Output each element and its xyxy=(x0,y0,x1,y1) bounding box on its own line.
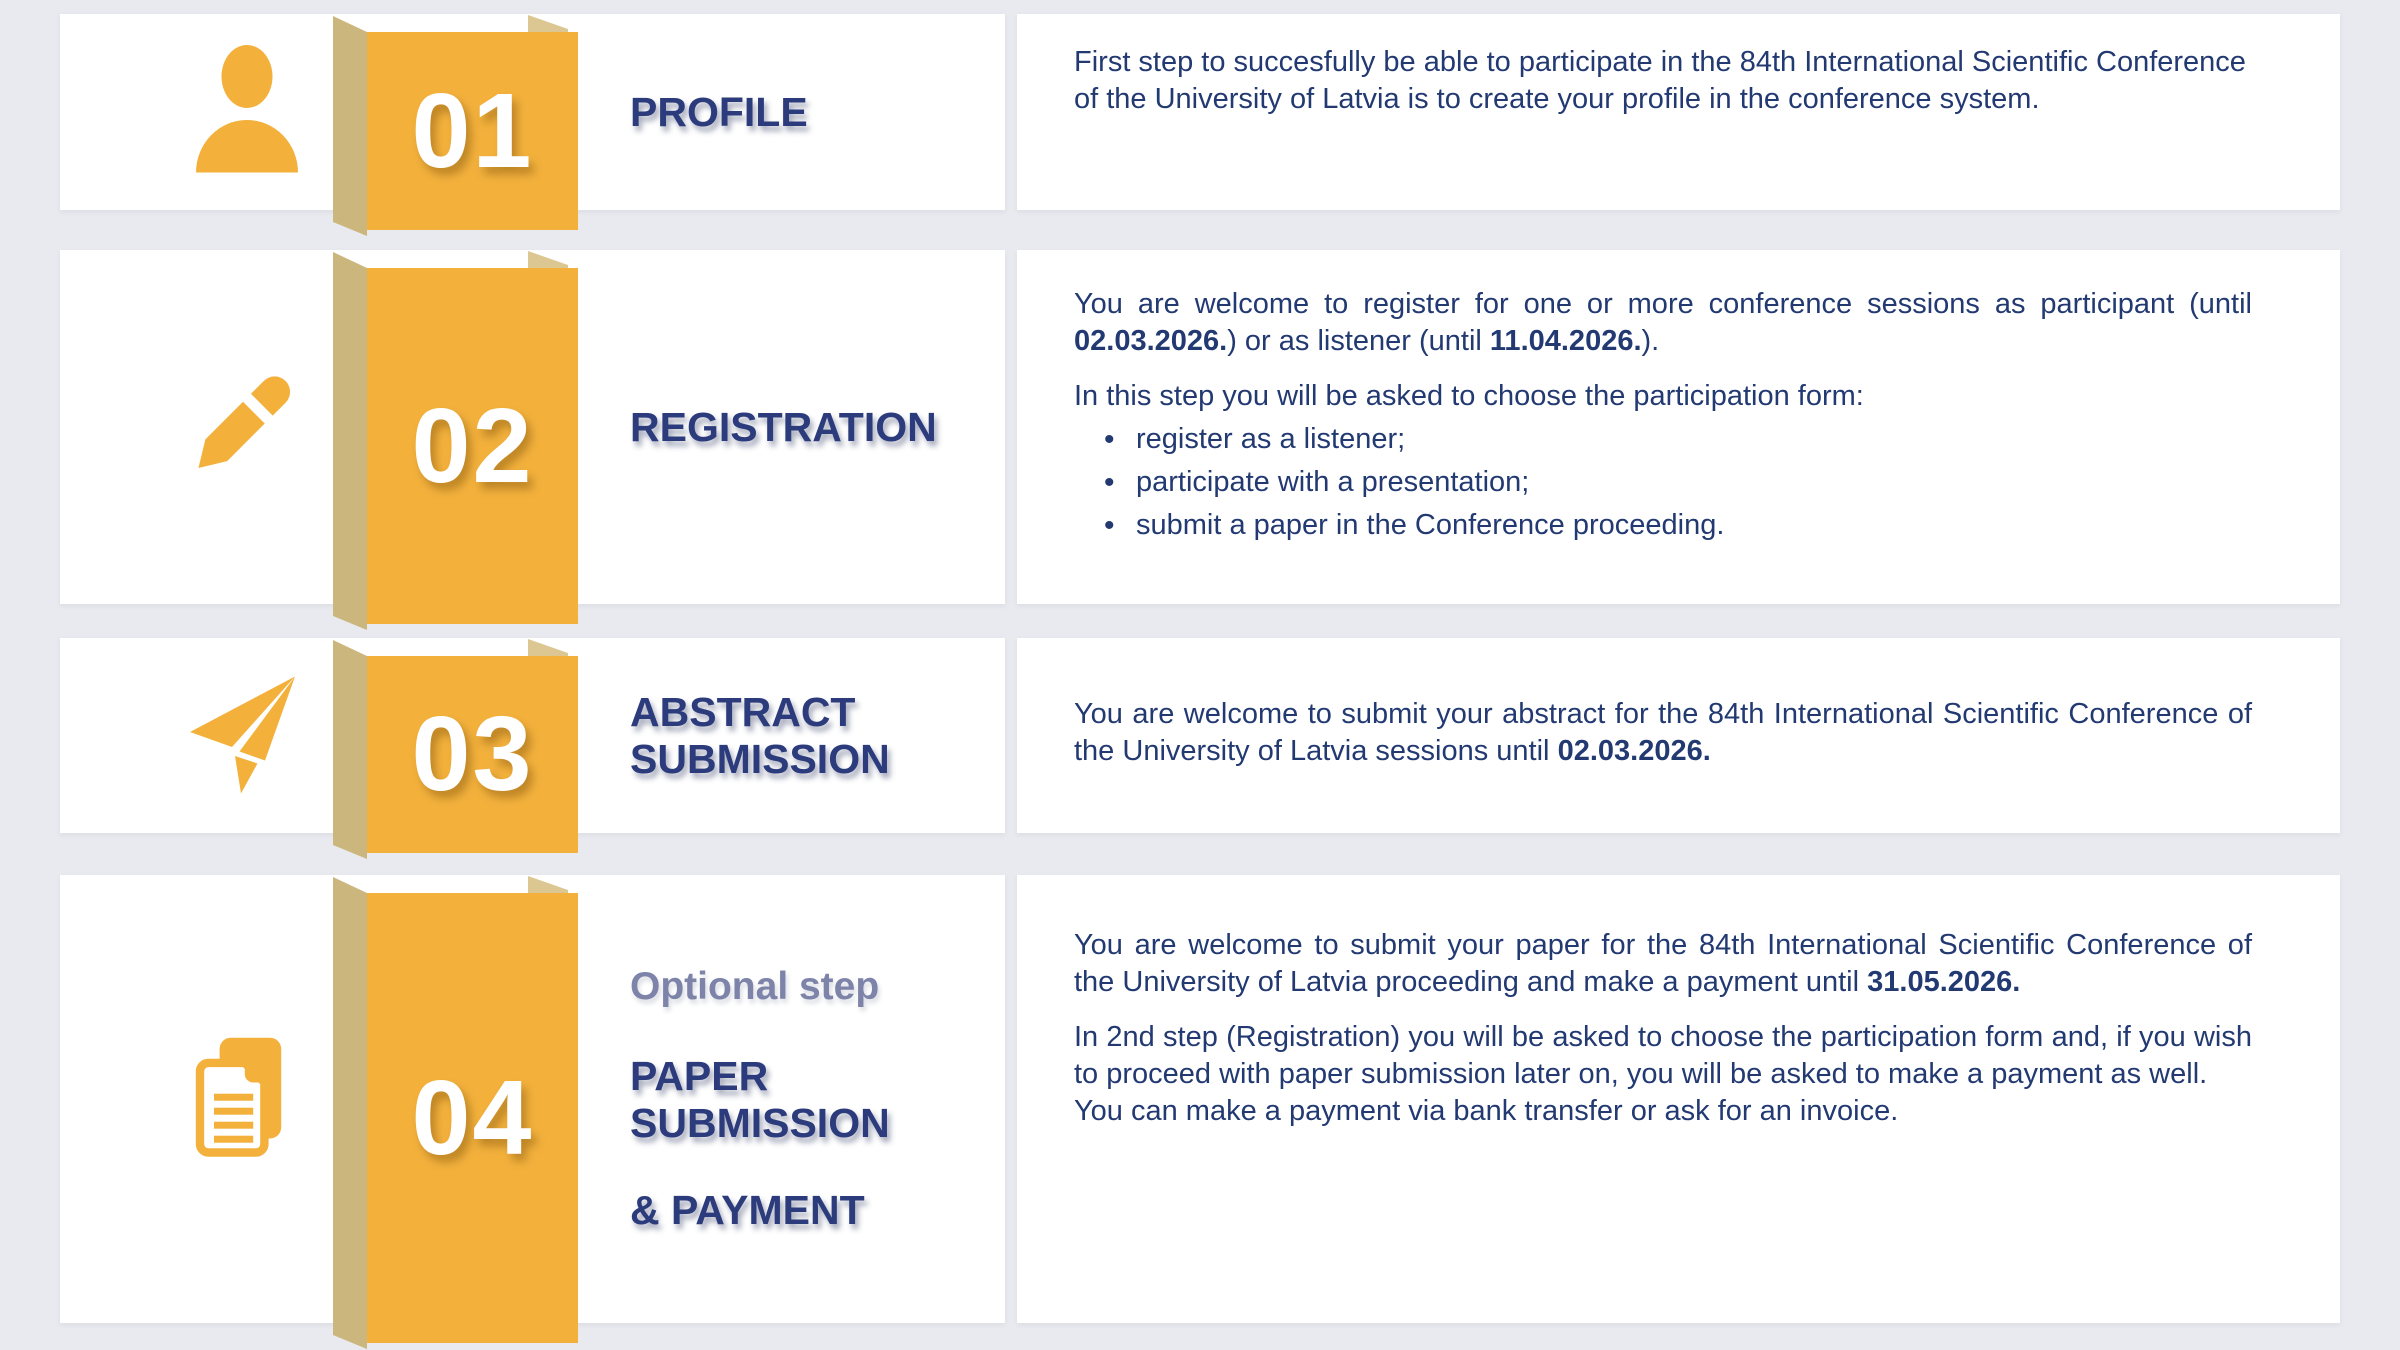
step-4-title xyxy=(630,875,1010,1323)
paragraph: You are welcome to submit your abstract for the 84th International Scientific Conference of the University of Latvia sessions until 02.03.2026. xyxy=(1074,698,2252,767)
documents-icon xyxy=(172,1027,312,1172)
step-4-description-card xyxy=(1017,875,2340,1323)
participation-options-list xyxy=(1074,421,2252,544)
paragraph: You are welcome to register for one or more conference sessions as participant (until 02.03.2026.) or as listener (until 11.04.2026.). xyxy=(1074,288,2252,357)
step-row-paper-submission-payment xyxy=(0,875,2400,1323)
step-title: PAPER SUBMISSION xyxy=(630,1052,890,1146)
step-4-number-ribbon xyxy=(333,861,578,1349)
step-1-description-card xyxy=(1017,14,2340,210)
step-title: REGISTRATION xyxy=(630,403,937,450)
step-title: ABSTRACT SUBMISSION xyxy=(630,688,890,782)
step-1-number-ribbon xyxy=(333,0,578,236)
step-number: 04 xyxy=(411,1058,534,1177)
step-number: 03 xyxy=(411,695,534,813)
paper-plane-icon xyxy=(172,658,322,813)
optional-step-label: Optional step xyxy=(630,964,880,1008)
step-2-number-ribbon xyxy=(333,236,578,630)
paragraph: You are welcome to submit your paper for the 84th International Scientific Conference of the University of Latvia proceeding and make a payment until 31.05.2026. xyxy=(1074,929,2252,998)
step-1-title xyxy=(630,14,1010,210)
step-number: 02 xyxy=(411,386,534,505)
step-number: 01 xyxy=(411,71,534,190)
paragraph: In this step you will be asked to choose the participation form: xyxy=(1074,380,1864,412)
step-row-profile xyxy=(0,14,2400,210)
step-title-payment: & PAYMENT xyxy=(630,1186,865,1233)
paragraph: You can make a payment via bank transfer or ask for an invoice. xyxy=(1074,1095,1899,1127)
list-item: • participate with a presentation; xyxy=(1074,464,2252,501)
paragraph: In 2nd step (Registration) you will be asked to choose the participation form and, if you wish to proceed with paper submission later on, you will be asked to make a payment as well. xyxy=(1074,1021,2252,1090)
person-icon xyxy=(172,35,322,190)
step-description xyxy=(1074,696,2252,770)
step-3-title xyxy=(630,638,1010,833)
pencil-icon xyxy=(172,355,312,500)
step-paragraphs xyxy=(1074,286,2252,415)
paragraph: First step to succesfully be able to participate in the 84th International Scientific Conference of the University of Latvia is to create your profile in the conference system. xyxy=(1074,46,2246,115)
step-description xyxy=(1074,286,2252,544)
list-item: • submit a paper in the Conference proceeding. xyxy=(1074,507,2252,544)
step-description xyxy=(1074,927,2252,1130)
step-2-title xyxy=(630,250,1010,604)
step-description xyxy=(1074,44,2252,118)
list-item: • register as a listener; xyxy=(1074,421,2252,458)
step-3-description-card xyxy=(1017,638,2340,833)
step-title: PROFILE xyxy=(630,88,808,135)
step-row-abstract-submission xyxy=(0,638,2400,833)
step-row-registration xyxy=(0,250,2400,604)
step-3-number-ribbon xyxy=(333,624,578,859)
step-2-description-card xyxy=(1017,250,2340,604)
